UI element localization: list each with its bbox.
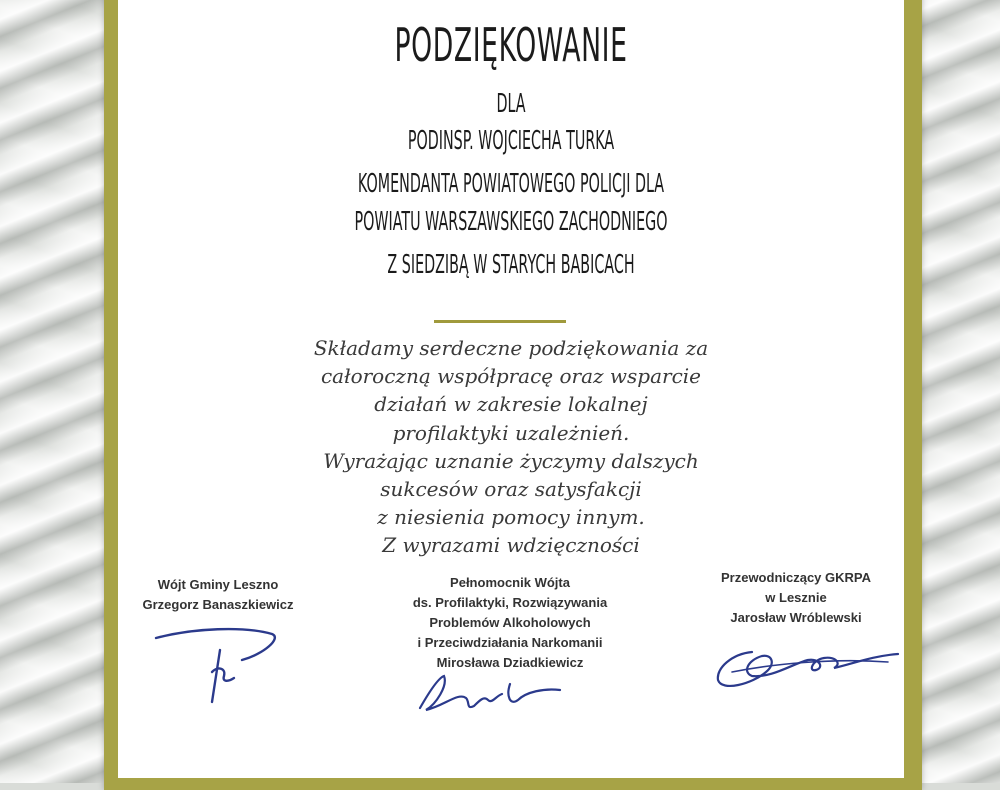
thank-you-message	[118, 334, 904, 560]
recipient-name: PODINSP. WOJCIECHA TURKA	[407, 126, 615, 156]
recipient-role-line-1: KOMENDANTA POWIATOWEGO POLICJI DLA	[357, 169, 665, 199]
message-line: sukcesów oraz satysfakcji	[380, 477, 642, 502]
signatory-title: Pełnomocnik Wójta	[450, 575, 570, 590]
signatory-right	[696, 568, 896, 628]
certificate-paper	[118, 0, 904, 778]
recipient-role-line-2: POWIATU WARSZAWSKIEGO ZACHODNIEGO	[354, 207, 668, 237]
gold-divider	[434, 320, 566, 323]
message-line: Składamy serdeczne podziękowania za	[313, 336, 709, 360]
signatory-name: Jarosław Wróblewski	[730, 610, 862, 625]
signatory-title: ds. Profilaktyki, Rozwiązywania	[412, 595, 608, 610]
signatory-title: i Przeciwdziałania Narkomanii	[417, 635, 603, 650]
message-line: całoroczną współpracę oraz wsparcie	[320, 364, 702, 389]
message-line: z niesienia pomocy innym.	[377, 505, 645, 530]
signatory-title: Przewodniczący GKRPA	[720, 570, 872, 585]
signature-right	[712, 642, 902, 694]
message-line: Wyrażając uznanie życzymy dalszych	[323, 448, 699, 473]
message-line: profilaktyki uzależnień.	[392, 420, 630, 445]
recipient-line-dla: DLA	[496, 89, 526, 119]
signature-left	[154, 620, 284, 710]
message-line: działań w zakresie lokalnej	[374, 392, 648, 417]
signatory-title: Wójt Gminy Leszno	[157, 577, 279, 592]
certificate-title: PODZIĘKOWANIE	[394, 18, 628, 72]
signatory-name: Grzegorz Banaszkiewicz	[142, 597, 294, 612]
signature-middle	[414, 670, 564, 720]
signatory-name: Mirosława Dziadkiewicz	[436, 655, 584, 670]
signatory-title: Problemów Alkoholowych	[429, 615, 591, 630]
signatory-title: w Lesznie	[765, 590, 827, 605]
recipient-role-line-3: Z SIEDZIBĄ W STARYCH BABICACH	[387, 250, 635, 280]
message-line: Z wyrazami wdzięczności	[382, 533, 640, 558]
signatory-left	[118, 575, 318, 615]
signatory-middle	[365, 573, 655, 673]
